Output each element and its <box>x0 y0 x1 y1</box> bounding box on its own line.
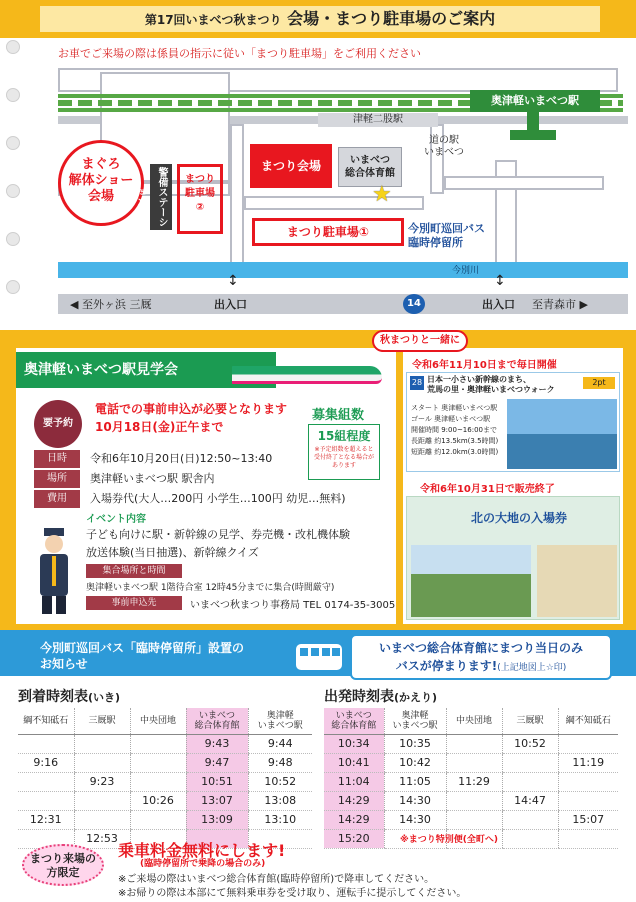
table-row <box>324 810 618 829</box>
free-fare-sub: (臨時停留所で乗降の場合のみ) <box>140 859 266 869</box>
gymnasium: いまべつ 総合体育館 <box>338 147 402 187</box>
apply-heading: 事前申込先 <box>86 596 182 610</box>
info-row-fee: 費用 入場券代(大人…200円 小学生…100円 幼児…無料) <box>34 490 304 508</box>
timetable-in-body <box>18 734 312 848</box>
table-cell: 14:29 <box>324 791 384 810</box>
table-cell: 9:43 <box>186 734 248 753</box>
up-down-arrow-icon: ↕ <box>227 273 239 289</box>
table-cell <box>558 791 618 810</box>
table-cell: 10:41 <box>324 753 384 772</box>
walk-points: 2pt <box>583 377 615 389</box>
page-title: 第17回いまべつ秋まつり 会場・まつり駐車場のご案内 <box>40 6 600 32</box>
up-down-arrow-icon: ↕ <box>494 273 506 289</box>
table-header-row: いまべつ 総合体育館 奥津軽 いまべつ駅 中央団地 三厩駅 綱不知砥石 <box>324 708 618 734</box>
bus-window <box>300 648 308 656</box>
table-row <box>324 791 618 810</box>
direction-left: ◀ 至外ヶ浜 三厩 <box>70 298 152 311</box>
binder-hole <box>6 184 20 198</box>
table-cell: 12:53 <box>74 829 130 848</box>
table-row <box>18 734 312 753</box>
river-label: 今別川 <box>452 266 480 276</box>
ticket-photo-bridge <box>411 545 531 617</box>
table-cell <box>74 810 130 829</box>
table-cell: 13:07 <box>186 791 248 810</box>
table-cell: 10:26 <box>130 791 186 810</box>
bus-window <box>311 648 319 656</box>
walk-info: スタート 奥津軽いまべつ駅 ゴール 奥津軽いまべつ駅 開催時間 9:00~16:00まで 長距離 約13.5km(3.5時間) 短距離 約12.0km(3.0時間) <box>411 404 499 456</box>
gather-heading: 集合場所と時間 <box>86 564 182 578</box>
table-cell: 14:30 <box>384 791 446 810</box>
river <box>58 262 628 278</box>
station-label: 奥津軽いまべつ駅 <box>470 90 600 112</box>
timetable-out-body <box>324 734 618 848</box>
table-cell <box>558 734 618 753</box>
table-cell: 9:44 <box>248 734 312 753</box>
apply-text: いまべつ秋まつり事務局 TEL 0174-35-3005 <box>190 600 396 611</box>
bus-banner-text: 今別町巡回バス「臨時停留所」設置の お知らせ <box>40 641 245 671</box>
timetable-in-heading: 到着時刻表(いき) <box>18 689 121 705</box>
recruit-box: 15組程度 ※予定組数を超えると受付終了となる場合があります <box>308 424 380 480</box>
binder-hole <box>6 40 20 54</box>
binder-hole <box>6 88 20 102</box>
bus-window <box>332 648 340 656</box>
timetable-in <box>18 708 312 849</box>
table-cell: 11:05 <box>384 772 446 791</box>
table-cell <box>446 810 502 829</box>
tour-title: 奥津軽いまべつ駅見学会 <box>16 352 276 388</box>
table-cell: 10:51 <box>186 772 248 791</box>
table-cell <box>446 753 502 772</box>
ticket-title: 北の大地の入場券 <box>471 511 568 525</box>
special-service-note: ※まつり特別便(全町へ) <box>400 835 498 845</box>
festival-venue: まつり会場 <box>250 144 332 188</box>
table-cell: 14:29 <box>324 810 384 829</box>
ticket-date: 令和6年10月31日で販売終了 <box>420 484 555 495</box>
table-row <box>324 734 618 753</box>
table-cell: 10:52 <box>502 734 558 753</box>
table-cell: 9:16 <box>18 753 74 772</box>
table-cell: 11:19 <box>558 753 618 772</box>
table-row <box>324 753 618 772</box>
direction-right: 至青森市 ▶ <box>532 298 588 311</box>
table-cell: 10:42 <box>384 753 446 772</box>
table-cell: 15:20 <box>324 829 384 848</box>
table-cell <box>74 791 130 810</box>
reservation-badge: 要予約 <box>34 400 82 448</box>
free-fare-note: ※ご来場の際はいまべつ総合体育館(臨時停留所)で降車してください。 <box>118 874 435 885</box>
road-horizontal-right <box>444 176 604 190</box>
road-horizontal-mid <box>244 196 424 210</box>
table-cell: 13:10 <box>248 810 312 829</box>
event-line: 放送体験(当日抽選)、新幹線クイズ <box>86 546 259 559</box>
table-cell: 15:07 <box>558 810 618 829</box>
table-cell <box>18 772 74 791</box>
binder-hole <box>6 136 20 150</box>
bus-notice: いまべつ総合体育館にまつり当日のみ バスが停まります!(上記地図上☆印) <box>350 634 612 680</box>
ticket-photo-card <box>537 545 617 617</box>
table-row <box>18 753 312 772</box>
map-note: お車でご来場の際は係員の指示に従い「まつり駐車場」をご利用ください <box>58 47 421 60</box>
table-cell <box>18 791 74 810</box>
table-cell <box>446 734 502 753</box>
table-cell: 11:04 <box>324 772 384 791</box>
table-cell <box>18 734 74 753</box>
station-platform <box>510 130 556 140</box>
table-row <box>18 772 312 791</box>
free-fare-note: ※お帰りの際は本部にて無料乗車券を受け取り、運転手に提示してください。 <box>118 888 467 899</box>
table-row <box>18 810 312 829</box>
binder-hole <box>6 232 20 246</box>
table-cell <box>130 734 186 753</box>
bus-icon <box>296 644 342 670</box>
table-cell: 13:09 <box>186 810 248 829</box>
tsugaru-futamata-label: 津軽二股駅 <box>318 113 438 127</box>
table-cell: 14:30 <box>384 810 446 829</box>
ticket-card <box>406 496 620 620</box>
table-header-row: 綱不知砥石 三厩駅 中央団地 いまべつ 総合体育館 奥津軽 いまべつ駅 <box>18 708 312 734</box>
info-row-place: 場所 奥津軽いまべつ駅 駅舎内 <box>34 470 304 488</box>
binder-holes <box>2 40 24 330</box>
table-cell <box>446 791 502 810</box>
free-fare-title: 乗車料金無料にします! <box>118 841 286 860</box>
table-row <box>324 772 618 791</box>
walk-number: 28 <box>410 376 424 390</box>
table-cell <box>502 753 558 772</box>
binder-hole <box>6 280 20 294</box>
table-cell: 11:29 <box>446 772 502 791</box>
security-station: 警備ステーション <box>150 164 172 230</box>
timetable-out <box>324 708 618 849</box>
together-bubble: 秋まつりと一緒に <box>372 330 468 352</box>
table-row <box>18 791 312 810</box>
event-line: 子ども向けに駅・新幹線の見学、券売機・改札機体験 <box>86 528 350 541</box>
table-cell <box>502 772 558 791</box>
star-icon: ★ <box>372 182 392 207</box>
title-band <box>0 0 636 38</box>
table-cell <box>558 772 618 791</box>
table-cell <box>130 810 186 829</box>
train-body <box>232 366 382 384</box>
recruit-label: 募集組数 <box>312 408 365 423</box>
map-section <box>0 0 636 330</box>
walk-event-card <box>406 372 620 472</box>
table-cell: 10:34 <box>324 734 384 753</box>
table-cell <box>74 753 130 772</box>
temporary-bus-stop-label: 今別町巡回バス 臨時停留所 <box>408 222 485 249</box>
info-row-date: 日時 令和6年10月20日(日)12:50~13:40 <box>34 450 304 468</box>
table-cell <box>558 829 618 848</box>
phone-notice: 電話での事前申込が必要となります 10月18日(金)正午まで <box>95 402 288 434</box>
timetable-out-heading: 出発時刻表(かえり) <box>324 689 438 705</box>
walk-date: 令和6年11月10日まで毎日開催 <box>412 360 557 371</box>
table-cell <box>74 734 130 753</box>
event-heading: イベント内容 <box>86 514 146 525</box>
table-cell: 9:23 <box>74 772 130 791</box>
limited-tag: まつり来場の 方限定 <box>22 844 104 886</box>
walk-photo <box>507 399 617 469</box>
michi-no-eki-label: 道の駅 いまべつ <box>424 135 464 158</box>
shinkansen-illustration <box>232 362 400 388</box>
parking-lot-1: まつり駐車場① <box>252 218 404 246</box>
table-cell <box>130 772 186 791</box>
bottom-section <box>0 630 636 902</box>
table-cell: 10:52 <box>248 772 312 791</box>
table-cell: 12:31 <box>18 810 74 829</box>
table-cell: 10:35 <box>384 734 446 753</box>
conductor-illustration <box>30 526 78 616</box>
parking-lot-2: まつり 駐車場 ② <box>177 164 223 234</box>
road-vertical-center <box>230 124 244 264</box>
exit-label-left: 出入口 <box>214 298 247 311</box>
exit-label-right: 出入口 <box>482 298 515 311</box>
table-cell: 14:47 <box>502 791 558 810</box>
table-cell <box>502 829 558 848</box>
walk-title: 日本一小さい新幹線のまち、 荒馬の里・奥津軽いまべつウォーク <box>427 375 555 394</box>
bus-window <box>322 648 330 656</box>
table-cell <box>502 810 558 829</box>
gather-text: 奥津軽いまべつ駅 1階待合室 12時45分までに集合(時間厳守) <box>86 583 335 593</box>
table-cell: 9:48 <box>248 753 312 772</box>
maguro-show-venue: まぐろ 解体ショー 会場 <box>58 140 144 226</box>
table-cell <box>130 753 186 772</box>
route-14-badge: 14 <box>403 294 425 314</box>
middle-section <box>0 330 636 630</box>
table-cell: 13:08 <box>248 791 312 810</box>
table-cell: 9:47 <box>186 753 248 772</box>
